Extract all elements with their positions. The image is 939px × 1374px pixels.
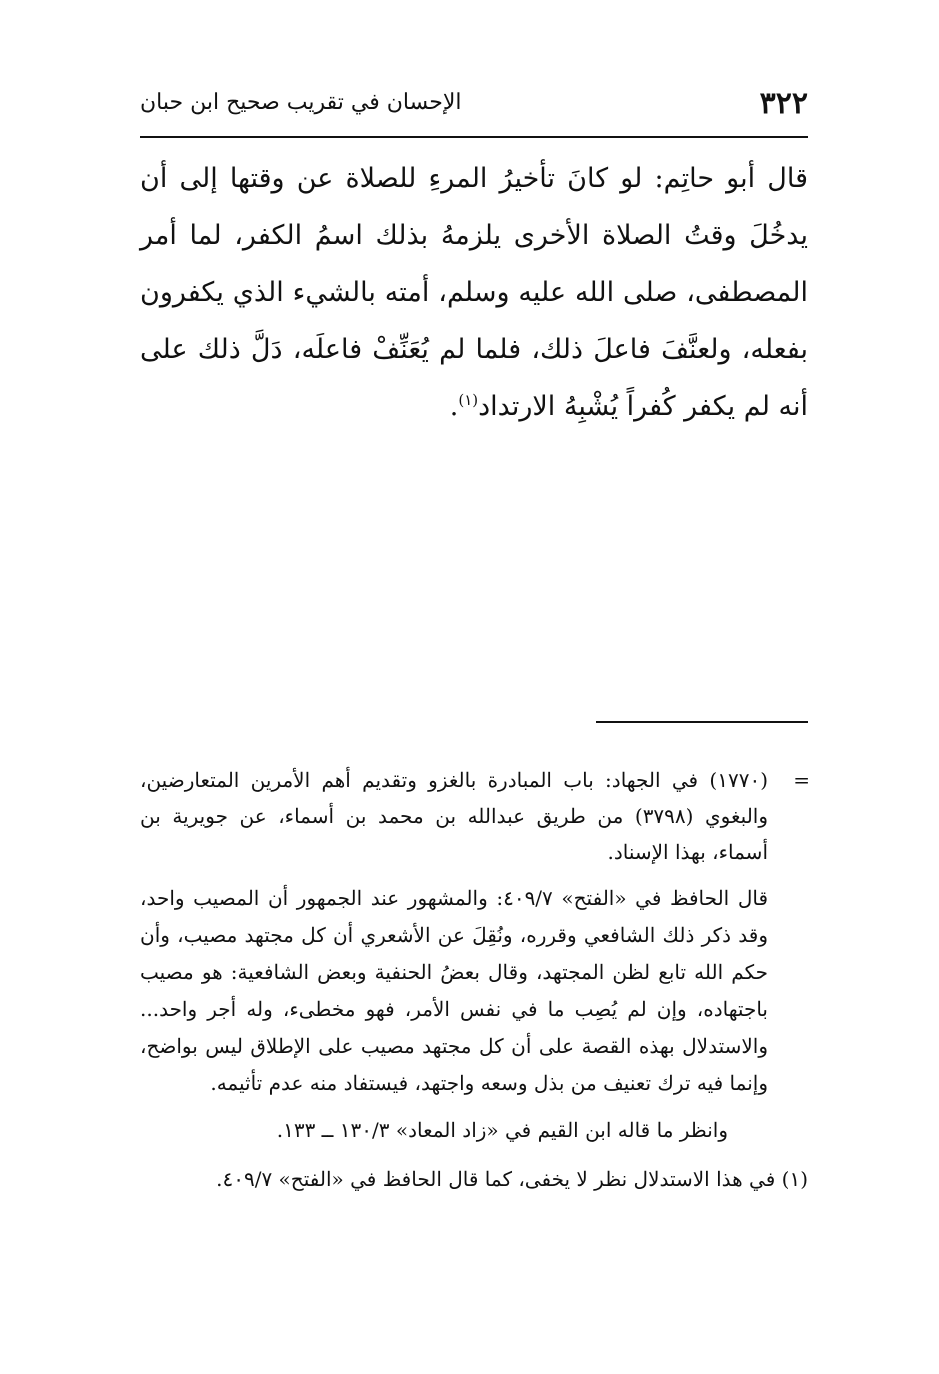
main-paragraph: قال أبو حاتِم: لو كانَ تأخيرُ المرءِ للصلاة عن وقتها إلى أن يدخُلَ وقتُ الصلاة الأخرى يلزمهُ بذلك اسمُ الكفر، لما أمر المصطفى، صلى الله عليه وسلم، أمته بالشيء الذي يكفرون بفعله، ولعنَّفَ فاعلَ ذلك، فلما لم يُعَنِّفْ فاعلَه، دَلَّ ذلك على أنه لم يكفر كُفراً يُشْبِهُ الارتداد [140,163,808,422]
footnote-separator [596,721,808,723]
page-header [140,86,808,126]
main-end-punct: . [449,391,459,422]
see-also-note: وانظر ما قاله ابن القيم في «زاد المعاد» ١٣٠/٣ ــ ١٣٣. [276,1118,728,1142]
hafiz-quote: قال الحافظ في «الفتح» ٤٠٩/٧: والمشهور عند الجمهور أن المصيب واحد، وقد ذكر ذلك الشافعي وقرره، ونُقِلَ عن الأشعري أن كل مجتهد مصيب، وأن حكم الله تابع لظن المجتهد، وقال بعضُ الحنفية وبعض الشافعية: هو مصيب باجتهاده، وإن لم يُصِب ما في نفس الأمر، فهو مخطىء، وله أجر واحد... والاستدلال بهذه القصة على أن كل مجتهد مصيب على الإطلاق ليس بواضح، وإنما فيه ترك تعنيف من بذل وسعه واجتهد، فيستفاد منه عدم تأثيمه. [140,886,769,1095]
footnote-continuation [140,762,808,870]
main-text [140,150,808,435]
page-number: ٣٢٢ [759,86,808,121]
continuation-mark: = [793,768,810,792]
continuation-text: (١٧٧٠) في الجهاد: باب المبادرة بالغزو وتقديم أهم الأمرين المتعارضين، والبغوي (٣٧٩٨) من طريق عبدالله بن محمد بن أسماء، عن جويرية بن أسماء، بهذا الإسناد. [140,768,769,864]
running-title: الإحسان في تقريب صحيح ابن حبان [140,90,462,115]
footnotes [140,762,808,1198]
header-rule [140,136,808,138]
footnote-reference: (١) [458,391,479,409]
footnote-1: (١) في هذا الاستدلال نظر لا يخفى، كما قال الحافظ في «الفتح» ٤٠٩/٧. [216,1167,808,1191]
